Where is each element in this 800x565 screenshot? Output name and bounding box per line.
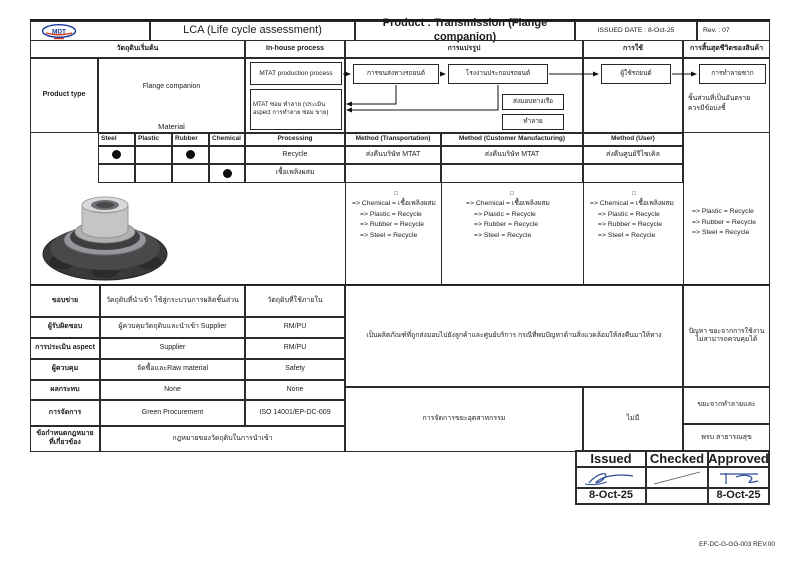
method-transportation-empty [345,164,441,183]
material-col-plastic: Plastic [135,133,172,146]
row-scope-b: วัตถุดิบที่ใช้ภายใน [245,285,345,317]
row-responsible-label: ผู้รับผิดชอบ [30,317,100,338]
product-title: Product : Transmission (Flange companion) [382,17,548,43]
approved-header: Approved [707,450,770,468]
method-customer-header: Method (Customer Manufacturing) [441,133,583,146]
product-name-cell [98,58,245,133]
recycle-list-user: □ => Chemical = เชื้อเพลิงผสม => Plastic = Recycle => Rubber = Recycle => Steel = Recycle [590,190,678,241]
col-divider [441,183,442,285]
method-user-value: ส่งคืนศูนย์รีไซเคิล [583,146,683,164]
stage-inhouse: In-house process [245,40,345,58]
processing-fuel-cell: เชื้อเพลิงผสม [245,164,345,183]
list-marker: □ [632,191,636,197]
approved-date-value: 8-Oct-25 [707,487,770,505]
method-user-empty [583,164,683,183]
checked-signature-cell [645,466,709,489]
row-legal-merged: กฎหมายของวัตถุดิบในการนำเข้า [100,426,345,452]
issued-signature [581,469,641,487]
row-management-b: ISO 14001/EP-DC-009 [245,400,345,426]
material-col-chemical: Chemical [209,133,245,146]
row-responsible-a: ผู้ควบคุมวัตถุดิบและนำเข้า Supplier [100,317,245,338]
flow-box-transport: การขนส่งทางรถยนต์ [353,64,439,84]
method-customer-value: ส่งคืนบริษัท MTAT [441,146,583,164]
row-aspect-a: Supplier [100,338,245,359]
flow-box-assembly-plant: โรงงานประกอบรถยนต์ [448,64,548,84]
row-scope-label: ขอบข่าย [30,285,100,317]
row-controller-a: จัดซื้อและRaw material [100,359,245,380]
row-legal-label: ข้อกำหนดกฎหมาย ที่เกี่ยวข้อง [30,426,100,452]
list-marker: □ [394,191,398,197]
material-grid-row2 [98,164,135,183]
row-scope-a: วัตถุดิบที่นำเข้า ใช้สู่กระบวนการผลิตชิ้นส่วน [100,285,245,317]
recycle-list-transportation: □ => Chemical = เชื้อเพลิงผสม => Plastic = Recycle => Rubber = Recycle => Steel = Recycle [352,190,440,241]
row-impact-label: ผลกระทบ [30,380,100,400]
steel-dot [112,150,121,159]
logo-cell [30,21,150,41]
material-grid-row1 [135,146,172,164]
public-health-act-cell: พรบ สาธารณสุข [683,424,770,452]
processing-recycle-cell: Recycle [245,146,345,164]
col-divider [683,58,684,285]
method-customer-empty [441,164,583,183]
waste-from-destruction-cell: ขยะจากทำลายและ [683,387,770,424]
product-title-cell [355,17,575,43]
stage-process: การแปรรูป [345,40,583,58]
row-management-a: Green Procurement [100,400,245,426]
row-management-label: การจัดการ [30,400,100,426]
stage-end-of-life: การสิ้นสุดชีวิตของสินค้า [683,40,770,58]
issued-date-cell [575,21,697,41]
problem-cell: ปัญหา ขยะจากการใช้งาน ไม่สามารถควบคุมได้ [683,285,770,387]
product-type-cell: Product type [30,58,98,133]
row-responsible-b: RM/PU [245,317,345,338]
checked-strike-line [650,469,704,487]
recycle-list-eol: => Plastic = Recycle => Rubber = Recycle => Steel = Recycle [692,208,757,237]
issued-date-value: 8-Oct-25 [575,487,647,505]
logo-text: MDT [51,28,67,36]
chemical-dot [223,169,232,178]
flow-box-mtat-scrap: MTAT ซ่อม ทำลาย (ประเมิน aspect การทำลาย ซ่อม ขาย) [250,89,342,130]
row-impact-b: None [245,380,345,400]
flow-box-mtat-production: MTAT production process [250,62,342,85]
material-label: Material [158,121,185,131]
flow-box-ship-delivery: ส่งมอบทางเรือ [502,94,564,110]
method-transportation-header: Method (Transportation) [345,133,441,146]
issued-header: Issued [575,450,647,468]
row-controller-b: Safety [245,359,345,380]
none-cell: ไม่มี [583,387,683,452]
material-col-rubber: Rubber [172,133,209,146]
material-grid-row1 [209,146,245,164]
method-user-header: Method (User) [583,133,683,146]
stage-use: การใช้ [583,40,683,58]
approved-signature-cell [707,466,770,489]
doc-title-cell [150,21,355,41]
processing-header: Processing [245,133,345,146]
row-aspect-label: การประเมิน aspect [30,338,100,359]
material-grid-row2 [172,164,209,183]
material-col-steel: Steel [98,133,135,146]
product-photo [35,183,175,283]
waste-management-cell: การจัดการขยะอุตสาหกรรม [345,387,583,452]
checked-header: Checked [645,450,709,468]
method-transportation-value: ส่งคืนบริษัท MTAT [345,146,441,164]
rev-cell [697,21,770,41]
flow-box-scrap-destruction: การทำลายซาก [699,64,766,84]
issued-signature-cell [575,466,647,489]
row-impact-a: None [100,380,245,400]
row-controller-label: ผู้ควบคุม [30,359,100,380]
company-logo-icon [41,24,77,40]
hazard-note: ชิ้นส่วนที่เป็นอันตราย ควรมีข้อบ่งชี้ [688,95,751,112]
recycle-list-customer: □ => Chemical = เชื้อเพลิงผสม => Plastic = Recycle => Rubber = Recycle => Steel = Recycle [466,190,558,241]
summary-cell: เป็นผลิตภัณฑ์ที่ถูกส่งมอบไปยังลูกค้าและศูนย์บริการ กรณีที่พบปัญหาด้านสิ่งแวดล้อมให้ส่งคืนมาให้ทาง [345,285,683,387]
col-divider [345,183,346,285]
doc-title: LCA (Life cycle assessment) [183,24,322,37]
list-marker: □ [510,191,514,197]
material-grid-row2 [135,164,172,183]
rev-number: Rev. : 07 [703,26,730,34]
flow-box-destroy: ทำลาย [502,114,564,130]
doc-code: EF-DC-G-GG-003 REV.00 [699,541,775,548]
issued-date: ISSUED DATE : 8-Oct-25 [597,26,675,34]
checked-date-value [645,487,709,505]
flow-box-car-user: ผู้ใช้รถยนต์ [601,64,671,84]
approved-signature [712,469,766,487]
col-divider [583,183,584,285]
rubber-dot [186,150,195,159]
stage-raw-material: วัตถุดิบเริ่มต้น [30,40,245,58]
row-aspect-b: RM/PU [245,338,345,359]
product-name: Flange companion [142,83,201,90]
